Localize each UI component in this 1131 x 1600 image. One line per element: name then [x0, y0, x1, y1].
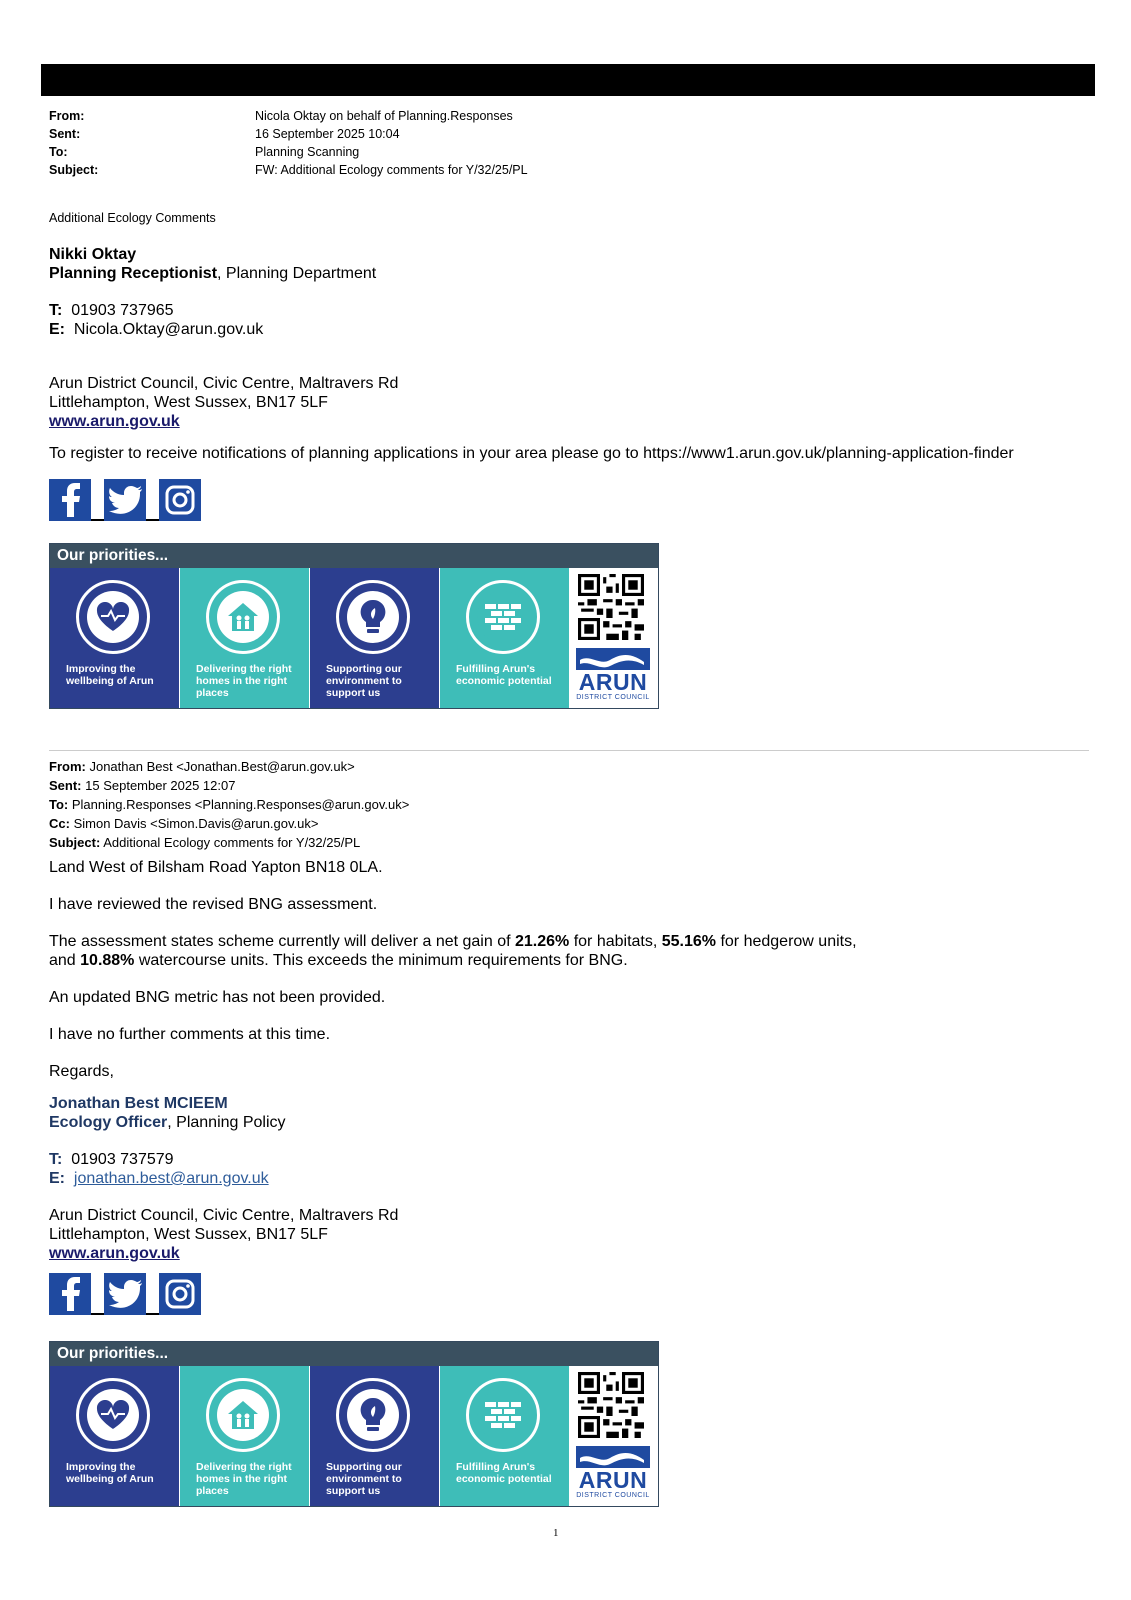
lightbulb-icon [359, 1397, 387, 1433]
to-label: To: [49, 145, 68, 159]
twitter-icon[interactable] [104, 1273, 146, 1315]
wall-icon [483, 602, 523, 632]
habitat-gain-value: 21.26% [514, 933, 570, 950]
forwarded-header [49, 757, 409, 852]
sig1-name: Nikki Oktay [49, 246, 137, 263]
qr-logo-tile [570, 1366, 658, 1506]
heart-icon [96, 1400, 130, 1430]
sig2-phone: 01903 737579 [71, 1151, 174, 1168]
sig2-website-link[interactable]: www.arun.gov.uk [49, 1245, 180, 1262]
divider [49, 750, 1089, 751]
sig1-address-2: Littlehampton, West Sussex, BN17 5LF [49, 394, 328, 411]
priority-tile-wellbeing [50, 568, 180, 708]
hedgerow-gain-value: 55.16% [661, 933, 717, 950]
text-span: for hedgerow units, [716, 933, 857, 950]
priority-caption: Delivering the right homes in the right places [196, 663, 292, 699]
priority-caption: Improving the wellbeing of Arun [66, 1461, 154, 1485]
sig2-email-label: E: [49, 1170, 65, 1187]
priorities-banner-2 [49, 1341, 659, 1507]
qr-code-icon [578, 574, 644, 640]
fwd-sent: 15 September 2025 12:07 [85, 778, 236, 793]
to-value: Planning Scanning [255, 145, 360, 159]
sig1-email: Nicola.Oktay@arun.gov.uk [73, 321, 264, 338]
priority-tile-environment [310, 1366, 440, 1506]
priority-tile-homes [180, 1366, 310, 1506]
priority-tile-economy [440, 1366, 570, 1506]
priority-caption: Supporting our environment to support us [326, 1461, 402, 1497]
qr-code-icon [578, 1372, 644, 1438]
house-icon [226, 1399, 260, 1431]
subject-label: Subject: [49, 163, 99, 177]
fwd-cc-label: Cc: [49, 816, 70, 831]
text-span: The assessment states scheme currently will deliver a net gain of [49, 933, 515, 950]
body-paragraph: I have no further comments at this time. [49, 1026, 331, 1043]
priority-tile-wellbeing [50, 1366, 180, 1506]
fwd-cc: Simon Davis <Simon.Davis@arun.gov.uk> [73, 816, 319, 831]
social-icons-1 [49, 479, 201, 521]
body-paragraph: I have reviewed the revised BNG assessment. [49, 896, 378, 913]
instagram-icon[interactable] [159, 479, 201, 521]
sig2-address-2: Littlehampton, West Sussex, BN17 5LF [49, 1226, 328, 1243]
planning-notice: To register to receive notifications of planning applications in your area please go to https://www1.arun.gov.uk/planning-application-finder [49, 445, 1014, 462]
house-icon [226, 601, 260, 633]
fwd-subject: Additional Ecology comments for Y/32/25/PL [103, 835, 361, 850]
watercourse-gain-value: 10.88% [80, 952, 135, 969]
fwd-to: Planning.Responses <Planning.Responses@arun.gov.uk> [71, 797, 410, 812]
twitter-icon[interactable] [104, 479, 146, 521]
from-value: Nicola Oktay on behalf of Planning.Responses [255, 109, 513, 123]
arun-logo-sub: DISTRICT COUNCIL [576, 1492, 650, 1499]
priority-caption: Fulfilling Arun's economic potential [456, 1461, 552, 1485]
email-body [49, 858, 857, 1081]
sig1-phone: 01903 737965 [71, 302, 174, 319]
arun-logo-sub: DISTRICT COUNCIL [576, 694, 650, 701]
priority-caption: Delivering the right homes in the right places [196, 1461, 292, 1497]
from-label: From: [49, 109, 85, 123]
signature-1 [49, 245, 398, 431]
sig1-address-1: Arun District Council, Civic Centre, Maltravers Rd [49, 375, 399, 392]
text-span: for habitats, [569, 933, 662, 950]
sig2-email-link[interactable]: jonathan.best@arun.gov.uk [73, 1170, 269, 1187]
fwd-from-label: From: [49, 759, 86, 774]
social-icons-2 [49, 1273, 201, 1315]
priority-tile-economy [440, 568, 570, 708]
body-paragraph: Regards, [49, 1063, 114, 1080]
priority-caption: Supporting our environment to support us [326, 663, 402, 699]
facebook-icon[interactable] [49, 1273, 91, 1315]
email-header [49, 107, 528, 179]
priority-tile-environment [310, 568, 440, 708]
intro-text: Additional Ecology Comments [49, 211, 216, 225]
priority-caption: Improving the wellbeing of Arun [66, 663, 154, 687]
fwd-sent-label: Sent: [49, 778, 82, 793]
arun-logo [576, 648, 650, 701]
heart-icon [96, 602, 130, 632]
page-number: 1 [553, 1527, 559, 1539]
sig1-phone-label: T: [49, 302, 63, 319]
banner-heading: Our priorities... [50, 544, 658, 568]
sent-label: Sent: [49, 127, 81, 141]
body-paragraph-gains [49, 932, 857, 970]
sig1-dept: , Planning Department [217, 265, 377, 282]
sig2-address-1: Arun District Council, Civic Centre, Maltravers Rd [49, 1207, 399, 1224]
fwd-to-label: To: [49, 797, 69, 812]
sig1-website-link[interactable]: www.arun.gov.uk [49, 413, 180, 430]
banner-heading: Our priorities... [50, 1342, 658, 1366]
priorities-banner-1 [49, 543, 659, 709]
lightbulb-icon [359, 599, 387, 635]
body-paragraph: Land West of Bilsham Road Yapton BN18 0LA. [49, 859, 383, 876]
facebook-icon[interactable] [49, 479, 91, 521]
body-paragraph: An updated BNG metric has not been provided. [49, 989, 386, 1006]
sent-value: 16 September 2025 10:04 [255, 127, 400, 141]
sig2-dept: , Planning Policy [167, 1114, 286, 1131]
sig2-name: Jonathan Best MCIEEM [49, 1095, 228, 1112]
sig1-title: Planning Receptionist [49, 265, 218, 282]
subject-value: FW: Additional Ecology comments for Y/32/25/PL [255, 163, 528, 177]
text-span: and [49, 952, 81, 969]
signature-2 [49, 1094, 398, 1263]
sig2-phone-label: T: [49, 1151, 63, 1168]
sig1-email-label: E: [49, 321, 65, 338]
fwd-from: Jonathan Best <Jonathan.Best@arun.gov.uk> [89, 759, 355, 774]
wall-icon [483, 1400, 523, 1430]
sig2-title: Ecology Officer [49, 1114, 168, 1131]
fwd-subject-label: Subject: [49, 835, 101, 850]
priority-tile-homes [180, 568, 310, 708]
arun-logo-name: ARUN [578, 1467, 648, 1493]
arun-logo-name: ARUN [578, 669, 648, 695]
priority-caption: Fulfilling Arun's economic potential [456, 663, 552, 687]
text-span: watercourse units. This exceeds the minimum requirements for BNG. [134, 952, 628, 969]
arun-logo [576, 1446, 650, 1499]
qr-logo-tile [570, 568, 658, 708]
instagram-icon[interactable] [159, 1273, 201, 1315]
redaction-bar [41, 64, 1095, 96]
